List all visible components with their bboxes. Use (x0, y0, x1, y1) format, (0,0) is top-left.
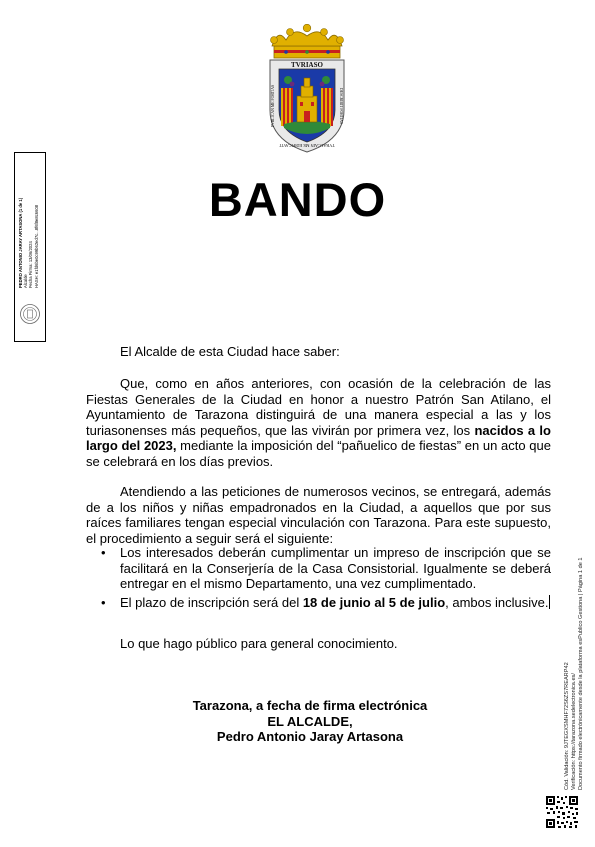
verification-url[interactable]: Verificación: https://tarazona.sedelectronica.es/ (570, 673, 577, 790)
list-item (86, 545, 551, 592)
seal-icon (19, 303, 41, 325)
coat-motto-top: TVRIASO (291, 61, 323, 69)
text-cursor (549, 595, 550, 609)
signature-hash: HASH: e1fd6be0c99b62ed7c...8f6f8e8c6608 (33, 204, 39, 288)
signature-block (0, 698, 595, 745)
list-item-text-a: El plazo de inscripción será del (120, 594, 303, 610)
paragraph-1-bold: nacidos a lo largo del 2023, (86, 422, 551, 453)
signature-date: Fecha Firma: 13/06/2024 (28, 241, 34, 288)
paragraph-1-text-a: Que, como en años anteriores, con ocasión de la celebración de las Fiestas Generales de la Ciudad en honor a nuestro Patrón San Atilano, el Ayuntamiento de Tarazona distinguirá de una manera especial a las y los turiasonenses más pequeños, que las vivirán por primera vez, los (86, 376, 551, 438)
coat-motto-right: DESCRIBIT FORTIAS (339, 87, 343, 125)
signature-role: Alcalde (23, 274, 29, 288)
bullet-icon: • (101, 545, 106, 560)
verification-code: Cód. Validación: 9JTEGXSMHF72S6ZS7REARP42 (564, 662, 570, 790)
closing-role: EL ALCALDE, (267, 713, 353, 729)
coat-motto-bottom: TVBALCAIN ME EDIFICAVIT (279, 143, 335, 148)
paragraph-1-text-b: mediante la imposición del “pañuelico de fiestas” en un acto que se celebrará en los días previos. (86, 438, 551, 469)
coat-of-arms-logo (264, 24, 350, 156)
closing-place: Tarazona, a fecha de firma electrónica (192, 698, 428, 713)
page-title: BANDO (208, 173, 387, 226)
verification-note: Documento firmado electrónicamente desde la plataforma esPublico Gestiona | Página 1 de 1 (577, 557, 584, 790)
procedure-list (86, 545, 551, 613)
crown-icon (271, 24, 344, 58)
list-item-bold: 18 de junio al 5 de julio (302, 594, 446, 610)
paragraph-2: Atendiendo a las peticiones de numerosos vecinos, se entregará, además de a los niños y niñas empadronados en la Ciudad, a aquellos que por sus raíces familiares tengan especial vinculación con Tarazona. Para este supuesto, el procedimiento a seguir será el siguiente: (86, 484, 551, 546)
list-item (86, 595, 551, 611)
paragraph-1 (86, 376, 551, 469)
verification-strip (564, 558, 584, 791)
signature-signer: PEDRO ANTONIO JARAY ARTASONA (1 de 1) (18, 197, 23, 288)
qr-code-icon (545, 795, 579, 829)
bullet-icon: • (101, 594, 106, 610)
coat-motto-left: PVBLICAN ME FORTIAS (271, 84, 275, 128)
intro-paragraph: El Alcalde de esta Ciudad hace saber: (120, 344, 340, 359)
list-item-text-b: , ambos inclusive. (445, 594, 549, 610)
list-item-text: Los interesados deberán cumplimentar un impreso de inscripción que se facilitará en la Conserjería de la Casa Consistorial. Igualmente se deberá entregar en el mismo Departamento, una vez cumplimentado. (120, 545, 551, 591)
closing-paragraph: Lo que hago público para general conocimiento. (120, 636, 398, 651)
closing-name: Pedro Antonio Jaray Artasona (216, 729, 404, 744)
